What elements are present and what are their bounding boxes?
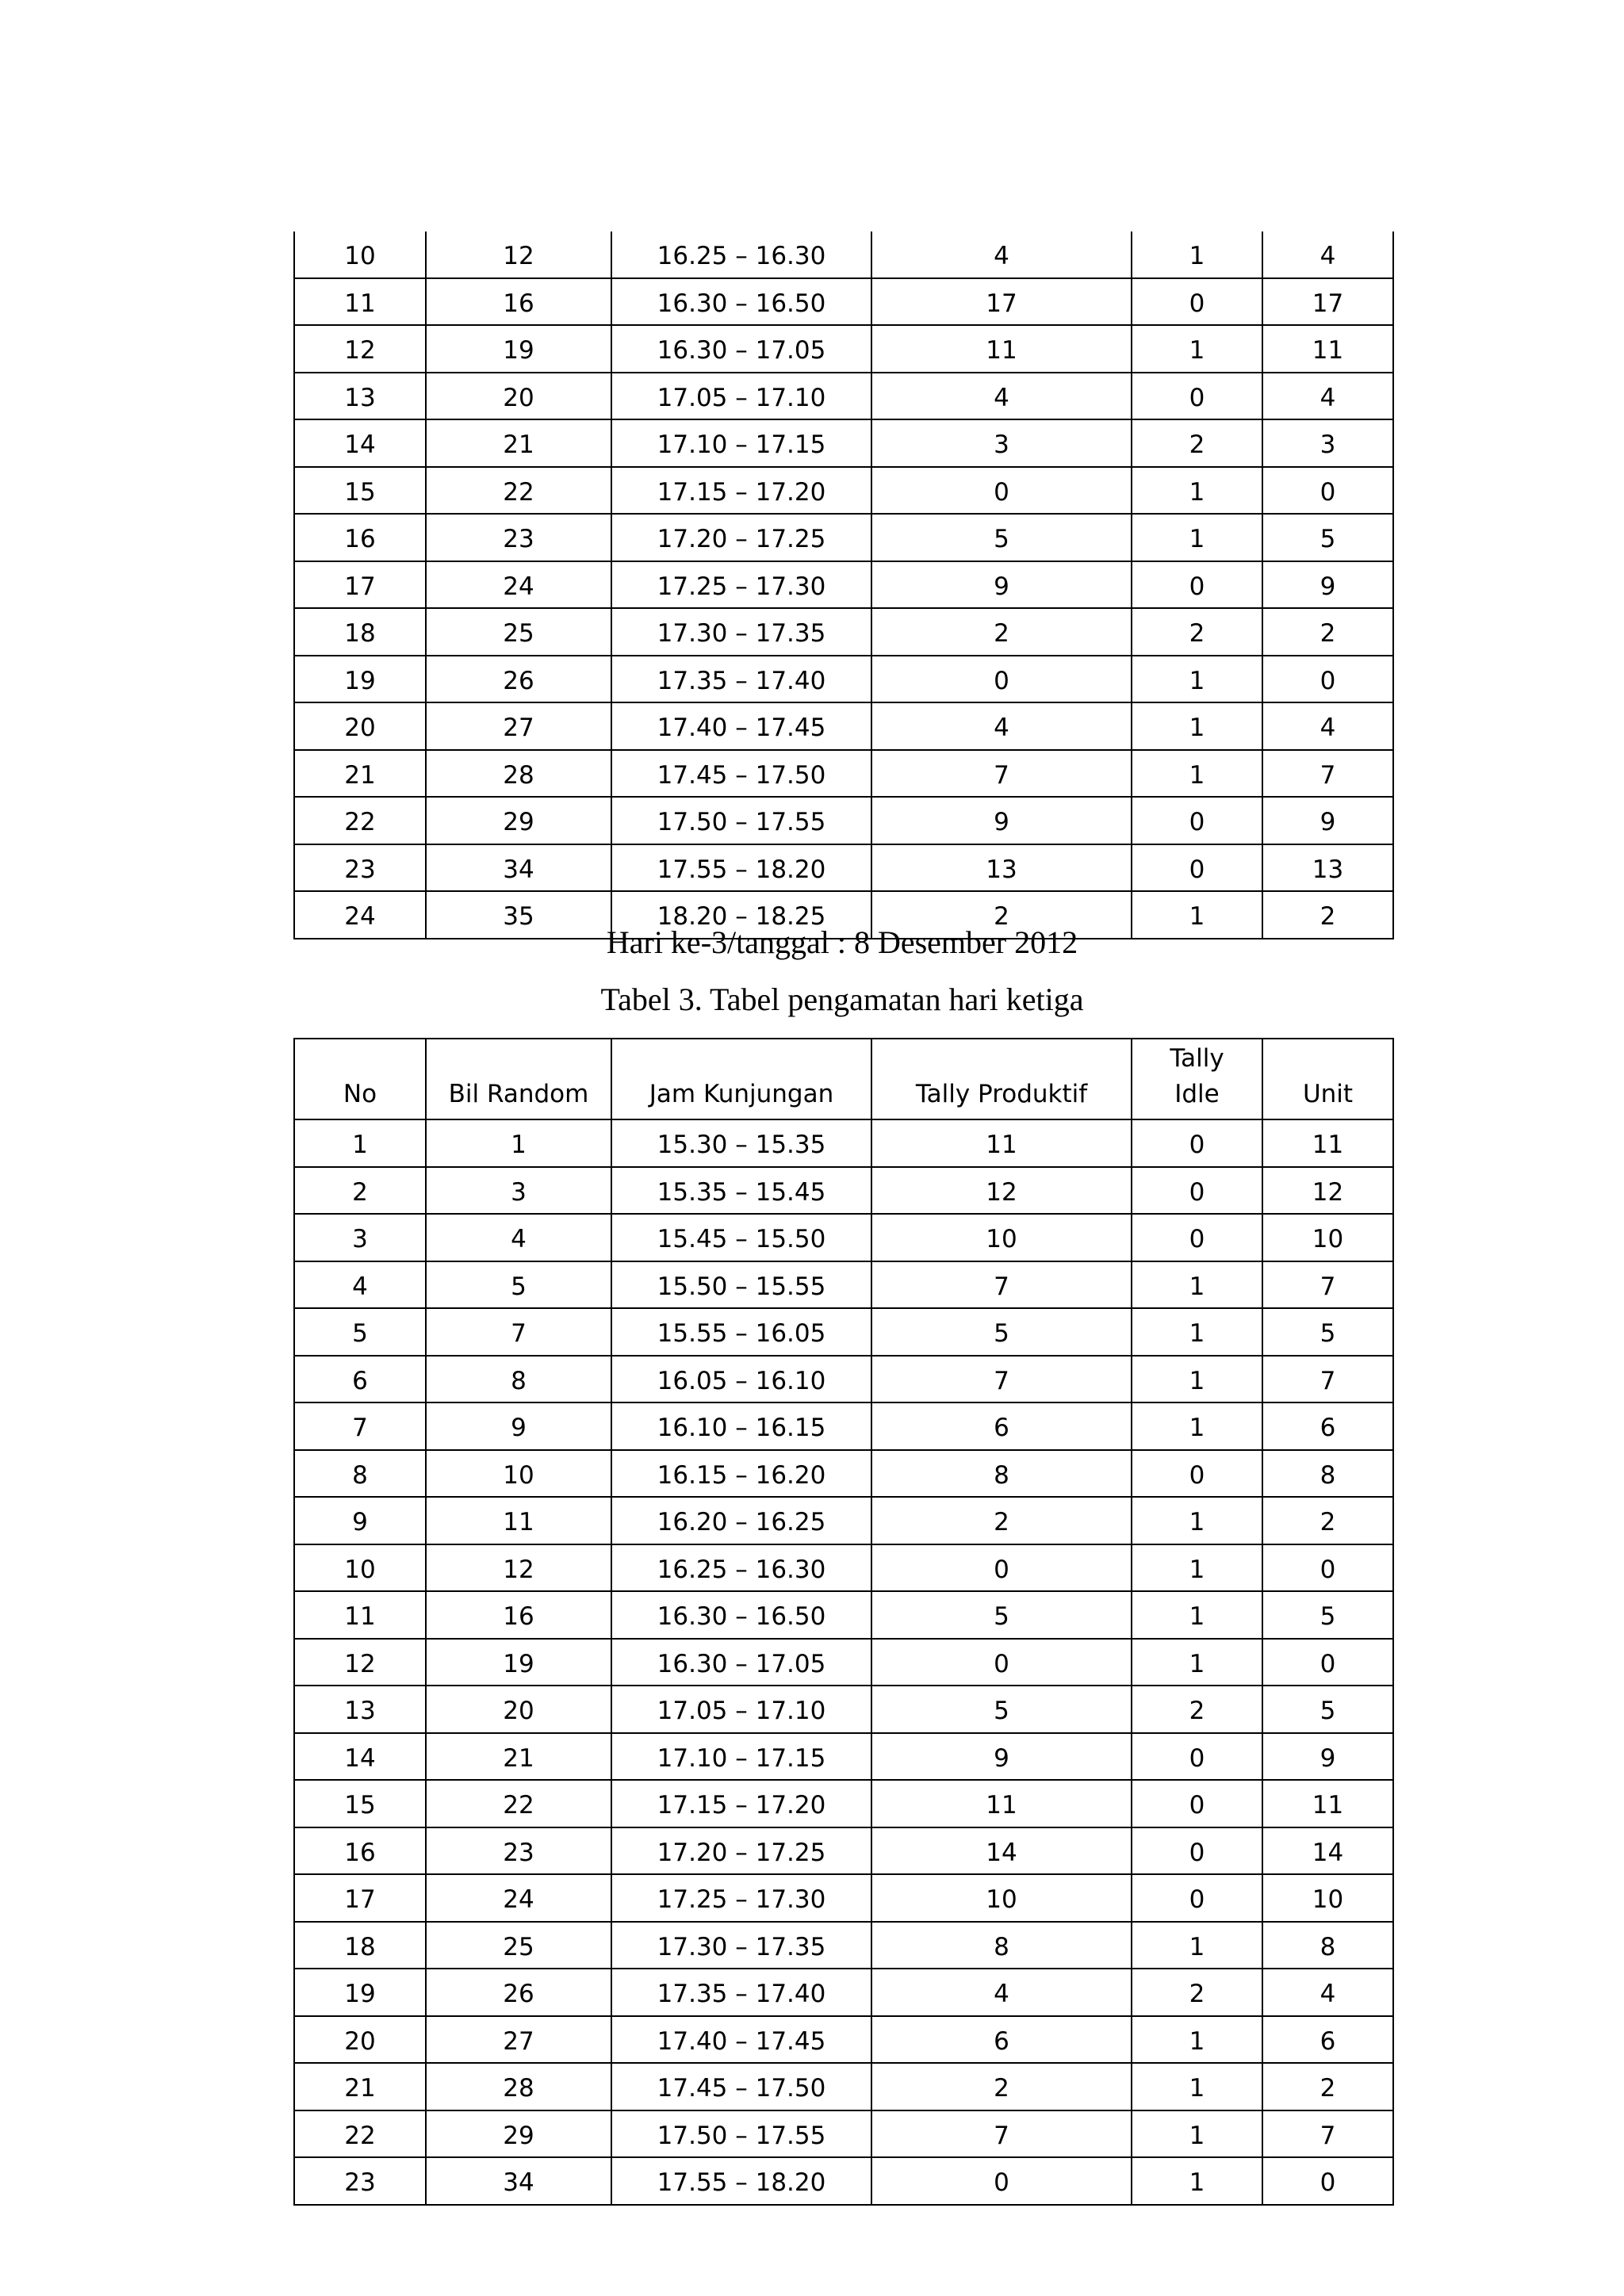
cell-jam-kunjungan: 15.45 – 15.50 <box>611 1214 871 1261</box>
cell-no: 6 <box>294 1356 426 1403</box>
cell-tally-idle: 1 <box>1132 514 1262 561</box>
cell-no: 22 <box>294 2110 426 2158</box>
cell-unit: 7 <box>1262 750 1393 798</box>
cell-tally-produktif: 5 <box>871 1308 1132 1356</box>
cell-jam-kunjungan: 17.20 – 17.25 <box>611 1827 871 1875</box>
cell-no: 21 <box>294 2063 426 2110</box>
cell-unit: 2 <box>1262 608 1393 656</box>
cell-tally-produktif: 10 <box>871 1214 1132 1261</box>
table-row <box>294 1591 1393 1639</box>
table-row <box>294 1686 1393 1733</box>
table-row <box>294 1639 1393 1686</box>
cell-tally-idle: 0 <box>1132 278 1262 326</box>
table-row <box>294 278 1393 326</box>
cell-tally-produktif: 12 <box>871 1167 1132 1215</box>
cell-no: 16 <box>294 514 426 561</box>
cell-tally-idle: 1 <box>1132 1356 1262 1403</box>
table-row <box>294 1167 1393 1215</box>
cell-tally-idle: 0 <box>1132 1733 1262 1781</box>
top-table-body <box>294 232 1393 939</box>
cell-tally-produktif: 9 <box>871 1733 1132 1781</box>
cell-no: 8 <box>294 1450 426 1498</box>
cell-tally-idle: 0 <box>1132 1450 1262 1498</box>
table-row <box>294 1827 1393 1875</box>
cell-unit: 7 <box>1262 2110 1393 2158</box>
cell-jam-kunjungan: 16.30 – 17.05 <box>611 1639 871 1686</box>
cell-no: 20 <box>294 2016 426 2064</box>
cell-tally-idle: 2 <box>1132 608 1262 656</box>
table-row <box>294 1356 1393 1403</box>
cell-bil-random: 19 <box>426 1639 611 1686</box>
cell-bil-random: 8 <box>426 1356 611 1403</box>
table-row <box>294 419 1393 467</box>
observation-table-day3 <box>293 1038 1394 2206</box>
cell-tally-idle: 0 <box>1132 373 1262 420</box>
table-row <box>294 467 1393 515</box>
cell-bil-random: 12 <box>426 232 611 278</box>
cell-jam-kunjungan: 16.05 – 16.10 <box>611 1356 871 1403</box>
cell-jam-kunjungan: 17.35 – 17.40 <box>611 1969 871 2016</box>
cell-tally-idle: 1 <box>1132 2110 1262 2158</box>
cell-no: 5 <box>294 1308 426 1356</box>
cell-tally-idle: 1 <box>1132 1497 1262 1544</box>
cell-tally-produktif: 3 <box>871 419 1132 467</box>
cell-unit: 8 <box>1262 1450 1393 1498</box>
day-heading: Hari ke-3/tanggal : 8 Desember 2012 <box>606 924 1078 960</box>
table-row <box>294 1922 1393 1969</box>
cell-bil-random: 29 <box>426 2110 611 2158</box>
cell-jam-kunjungan: 16.25 – 16.30 <box>611 232 871 278</box>
cell-no: 17 <box>294 1874 426 1922</box>
cell-tally-idle: 1 <box>1132 232 1262 278</box>
cell-tally-idle: 0 <box>1132 1214 1262 1261</box>
cell-tally-idle: 0 <box>1132 1827 1262 1875</box>
cell-tally-produktif: 11 <box>871 1780 1132 1827</box>
table-row <box>294 373 1393 420</box>
cell-unit: 0 <box>1262 1544 1393 1592</box>
cell-no: 15 <box>294 1780 426 1827</box>
table-row <box>294 1308 1393 1356</box>
cell-no: 16 <box>294 1827 426 1875</box>
table-row <box>294 1969 1393 2016</box>
table-row <box>294 1261 1393 1309</box>
cell-no: 12 <box>294 1639 426 1686</box>
cell-tally-produktif: 8 <box>871 1450 1132 1498</box>
cell-unit: 12 <box>1262 1167 1393 1215</box>
cell-unit: 2 <box>1262 1497 1393 1544</box>
cell-unit: 17 <box>1262 278 1393 326</box>
cell-tally-produktif: 10 <box>871 1874 1132 1922</box>
table-row <box>294 1780 1393 1827</box>
cell-tally-produktif: 4 <box>871 373 1132 420</box>
cell-bil-random: 16 <box>426 1591 611 1639</box>
cell-tally-produktif: 4 <box>871 232 1132 278</box>
cell-unit: 6 <box>1262 2016 1393 2064</box>
cell-tally-idle: 0 <box>1132 561 1262 609</box>
cell-tally-idle: 0 <box>1132 1780 1262 1827</box>
table-row <box>294 1214 1393 1261</box>
cell-no: 18 <box>294 608 426 656</box>
table-row <box>294 232 1393 278</box>
cell-no: 14 <box>294 1733 426 1781</box>
cell-bil-random: 21 <box>426 419 611 467</box>
cell-tally-produktif: 7 <box>871 2110 1132 2158</box>
cell-unit: 11 <box>1262 325 1393 373</box>
cell-bil-random: 25 <box>426 608 611 656</box>
cell-tally-produktif: 4 <box>871 702 1132 750</box>
cell-bil-random: 22 <box>426 467 611 515</box>
cell-tally-idle: 1 <box>1132 1308 1262 1356</box>
cell-jam-kunjungan: 16.20 – 16.25 <box>611 1497 871 1544</box>
cell-tally-produktif: 6 <box>871 2016 1132 2064</box>
cell-tally-produktif: 13 <box>871 844 1132 892</box>
cell-unit: 7 <box>1262 1356 1393 1403</box>
cell-unit: 3 <box>1262 419 1393 467</box>
cell-no: 10 <box>294 1544 426 1592</box>
cell-jam-kunjungan: 16.15 – 16.20 <box>611 1450 871 1498</box>
table-row <box>294 1874 1393 1922</box>
cell-no: 19 <box>294 1969 426 2016</box>
cell-unit: 4 <box>1262 373 1393 420</box>
cell-tally-idle: 1 <box>1132 750 1262 798</box>
table-row <box>294 2157 1393 2205</box>
table-row <box>294 702 1393 750</box>
cell-bil-random: 5 <box>426 1261 611 1309</box>
cell-bil-random: 20 <box>426 373 611 420</box>
cell-no: 13 <box>294 1686 426 1733</box>
cell-unit: 0 <box>1262 656 1393 703</box>
cell-bil-random: 10 <box>426 1450 611 1498</box>
cell-unit: 14 <box>1262 1827 1393 1875</box>
cell-jam-kunjungan: 17.30 – 17.35 <box>611 608 871 656</box>
cell-bil-random: 12 <box>426 1544 611 1592</box>
cell-no: 11 <box>294 278 426 326</box>
cell-jam-kunjungan: 17.15 – 17.20 <box>611 467 871 515</box>
cell-tally-produktif: 7 <box>871 750 1132 798</box>
cell-bil-random: 11 <box>426 1497 611 1544</box>
cell-bil-random: 22 <box>426 1780 611 1827</box>
cell-no: 22 <box>294 797 426 844</box>
cell-tally-produktif: 9 <box>871 797 1132 844</box>
cell-tally-idle: 1 <box>1132 702 1262 750</box>
cell-tally-produktif: 11 <box>871 325 1132 373</box>
cell-bil-random: 24 <box>426 561 611 609</box>
table-row <box>294 656 1393 703</box>
cell-no: 1 <box>294 1119 426 1167</box>
cell-jam-kunjungan: 17.25 – 17.30 <box>611 1874 871 1922</box>
cell-jam-kunjungan: 17.25 – 17.30 <box>611 561 871 609</box>
cell-unit: 4 <box>1262 702 1393 750</box>
cell-no: 20 <box>294 702 426 750</box>
cell-tally-produktif: 0 <box>871 1544 1132 1592</box>
cell-no: 2 <box>294 1167 426 1215</box>
cell-no: 15 <box>294 467 426 515</box>
cell-jam-kunjungan: 16.30 – 16.50 <box>611 1591 871 1639</box>
cell-bil-random: 27 <box>426 2016 611 2064</box>
table-row <box>294 2016 1393 2064</box>
cell-jam-kunjungan: 15.30 – 15.35 <box>611 1119 871 1167</box>
cell-tally-produktif: 5 <box>871 514 1132 561</box>
cell-tally-idle: 1 <box>1132 1402 1262 1450</box>
cell-jam-kunjungan: 17.05 – 17.10 <box>611 1686 871 1733</box>
header-no: No <box>294 1039 426 1119</box>
cell-tally-idle: 0 <box>1132 844 1262 892</box>
cell-jam-kunjungan: 15.55 – 16.05 <box>611 1308 871 1356</box>
cell-tally-produktif: 11 <box>871 1119 1132 1167</box>
cell-no: 14 <box>294 419 426 467</box>
table-title: Tabel 3. Tabel pengamatan hari ketiga <box>600 982 1084 1017</box>
table-row <box>294 2063 1393 2110</box>
cell-bil-random: 24 <box>426 1874 611 1922</box>
cell-tally-idle: 0 <box>1132 1167 1262 1215</box>
table-row <box>294 750 1393 798</box>
cell-bil-random: 34 <box>426 844 611 892</box>
cell-tally-produktif: 7 <box>871 1356 1132 1403</box>
cell-bil-random: 34 <box>426 2157 611 2205</box>
cell-unit: 0 <box>1262 2157 1393 2205</box>
cell-tally-idle: 1 <box>1132 2016 1262 2064</box>
cell-tally-idle: 1 <box>1132 1544 1262 1592</box>
table-row <box>294 1119 1393 1167</box>
cell-jam-kunjungan: 17.55 – 18.20 <box>611 844 871 892</box>
cell-unit: 4 <box>1262 232 1393 278</box>
cell-tally-produktif: 7 <box>871 1261 1132 1309</box>
header-jam-kunjungan: Jam Kunjungan <box>611 1039 871 1119</box>
cell-jam-kunjungan: 17.35 – 17.40 <box>611 656 871 703</box>
cell-tally-idle: 0 <box>1132 1874 1262 1922</box>
cell-jam-kunjungan: 17.15 – 17.20 <box>611 1780 871 1827</box>
cell-jam-kunjungan: 18.20 – 18.25 <box>611 891 871 939</box>
cell-jam-kunjungan: 17.40 – 17.45 <box>611 702 871 750</box>
cell-no: 18 <box>294 1922 426 1969</box>
cell-tally-produktif: 17 <box>871 278 1132 326</box>
cell-tally-idle: 1 <box>1132 1639 1262 1686</box>
header-tally-idle-line2: Idle <box>1174 1080 1220 1109</box>
cell-bil-random: 35 <box>426 891 611 939</box>
header-unit: Unit <box>1262 1039 1393 1119</box>
cell-unit: 6 <box>1262 1402 1393 1450</box>
cell-tally-idle: 2 <box>1132 1969 1262 2016</box>
cell-tally-produktif: 0 <box>871 1639 1132 1686</box>
header-bil-random: Bil Random <box>426 1039 611 1119</box>
cell-unit: 11 <box>1262 1780 1393 1827</box>
cell-bil-random: 19 <box>426 325 611 373</box>
header-tally-idle-line1: Tally <box>1170 1044 1224 1073</box>
cell-tally-produktif: 5 <box>871 1686 1132 1733</box>
cell-jam-kunjungan: 15.50 – 15.55 <box>611 1261 871 1309</box>
cell-tally-produktif: 9 <box>871 561 1132 609</box>
cell-tally-idle: 1 <box>1132 656 1262 703</box>
cell-unit: 4 <box>1262 1969 1393 2016</box>
cell-bil-random: 7 <box>426 1308 611 1356</box>
table-row <box>294 844 1393 892</box>
cell-unit: 8 <box>1262 1922 1393 1969</box>
cell-jam-kunjungan: 17.45 – 17.50 <box>611 750 871 798</box>
cell-bil-random: 25 <box>426 1922 611 1969</box>
cell-tally-produktif: 2 <box>871 1497 1132 1544</box>
cell-no: 3 <box>294 1214 426 1261</box>
cell-tally-produktif: 0 <box>871 467 1132 515</box>
table-row <box>294 2110 1393 2158</box>
cell-no: 24 <box>294 891 426 939</box>
cell-tally-idle: 1 <box>1132 891 1262 939</box>
table-row <box>294 514 1393 561</box>
cell-unit: 5 <box>1262 514 1393 561</box>
cell-no: 21 <box>294 750 426 798</box>
cell-unit: 9 <box>1262 797 1393 844</box>
cell-jam-kunjungan: 17.50 – 17.55 <box>611 2110 871 2158</box>
table-row <box>294 1450 1393 1498</box>
cell-jam-kunjungan: 17.45 – 17.50 <box>611 2063 871 2110</box>
cell-tally-idle: 1 <box>1132 1261 1262 1309</box>
cell-no: 17 <box>294 561 426 609</box>
cell-tally-produktif: 2 <box>871 2063 1132 2110</box>
cell-tally-produktif: 5 <box>871 1591 1132 1639</box>
cell-unit: 10 <box>1262 1214 1393 1261</box>
cell-bil-random: 21 <box>426 1733 611 1781</box>
cell-bil-random: 20 <box>426 1686 611 1733</box>
cell-jam-kunjungan: 16.30 – 17.05 <box>611 325 871 373</box>
cell-jam-kunjungan: 17.20 – 17.25 <box>611 514 871 561</box>
cell-jam-kunjungan: 17.10 – 17.15 <box>611 1733 871 1781</box>
cell-bil-random: 1 <box>426 1119 611 1167</box>
cell-unit: 5 <box>1262 1591 1393 1639</box>
cell-unit: 13 <box>1262 844 1393 892</box>
cell-bil-random: 23 <box>426 1827 611 1875</box>
cell-no: 23 <box>294 2157 426 2205</box>
cell-no: 4 <box>294 1261 426 1309</box>
cell-unit: 11 <box>1262 1119 1393 1167</box>
header-tally-produktif: Tally Produktif <box>871 1039 1132 1119</box>
cell-tally-produktif: 0 <box>871 2157 1132 2205</box>
cell-bil-random: 16 <box>426 278 611 326</box>
cell-tally-produktif: 0 <box>871 656 1132 703</box>
cell-no: 13 <box>294 373 426 420</box>
table-header <box>294 1039 1393 1119</box>
cell-jam-kunjungan: 17.10 – 17.15 <box>611 419 871 467</box>
cell-jam-kunjungan: 17.50 – 17.55 <box>611 797 871 844</box>
cell-tally-idle: 1 <box>1132 1922 1262 1969</box>
cell-tally-produktif: 6 <box>871 1402 1132 1450</box>
cell-tally-produktif: 4 <box>871 1969 1132 2016</box>
table-row <box>294 325 1393 373</box>
cell-tally-produktif: 14 <box>871 1827 1132 1875</box>
cell-bil-random: 9 <box>426 1402 611 1450</box>
cell-unit: 2 <box>1262 891 1393 939</box>
cell-jam-kunjungan: 17.55 – 18.20 <box>611 2157 871 2205</box>
cell-jam-kunjungan: 16.30 – 16.50 <box>611 278 871 326</box>
bottom-table-body <box>294 1119 1393 2205</box>
cell-tally-idle: 1 <box>1132 2157 1262 2205</box>
cell-unit: 0 <box>1262 1639 1393 1686</box>
cell-no: 19 <box>294 656 426 703</box>
table-row <box>294 1402 1393 1450</box>
cell-tally-idle: 2 <box>1132 419 1262 467</box>
cell-tally-idle: 1 <box>1132 325 1262 373</box>
table-row <box>294 608 1393 656</box>
cell-tally-idle: 0 <box>1132 797 1262 844</box>
cell-unit: 7 <box>1262 1261 1393 1309</box>
cell-tally-produktif: 2 <box>871 608 1132 656</box>
cell-bil-random: 23 <box>426 514 611 561</box>
cell-tally-produktif: 2 <box>871 891 1132 939</box>
cell-unit: 9 <box>1262 561 1393 609</box>
cell-unit: 5 <box>1262 1308 1393 1356</box>
cell-no: 23 <box>294 844 426 892</box>
cell-jam-kunjungan: 17.05 – 17.10 <box>611 373 871 420</box>
cell-bil-random: 28 <box>426 2063 611 2110</box>
cell-jam-kunjungan: 17.30 – 17.35 <box>611 1922 871 1969</box>
cell-unit: 10 <box>1262 1874 1393 1922</box>
cell-bil-random: 27 <box>426 702 611 750</box>
cell-no: 11 <box>294 1591 426 1639</box>
cell-no: 10 <box>294 232 426 278</box>
header-row <box>294 1039 1393 1119</box>
cell-bil-random: 3 <box>426 1167 611 1215</box>
table-row <box>294 561 1393 609</box>
cell-tally-idle: 1 <box>1132 467 1262 515</box>
cell-bil-random: 4 <box>426 1214 611 1261</box>
cell-jam-kunjungan: 17.40 – 17.45 <box>611 2016 871 2064</box>
cell-no: 9 <box>294 1497 426 1544</box>
table-row <box>294 1733 1393 1781</box>
cell-unit: 2 <box>1262 2063 1393 2110</box>
cell-tally-produktif: 8 <box>871 1922 1132 1969</box>
cell-tally-idle: 1 <box>1132 1591 1262 1639</box>
cell-no: 12 <box>294 325 426 373</box>
cell-bil-random: 28 <box>426 750 611 798</box>
table-row <box>294 1497 1393 1544</box>
cell-unit: 9 <box>1262 1733 1393 1781</box>
observation-table-day2-continued <box>293 232 1394 939</box>
cell-unit: 5 <box>1262 1686 1393 1733</box>
cell-unit: 0 <box>1262 467 1393 515</box>
cell-tally-idle: 0 <box>1132 1119 1262 1167</box>
cell-jam-kunjungan: 16.25 – 16.30 <box>611 1544 871 1592</box>
cell-bil-random: 26 <box>426 1969 611 2016</box>
cell-no: 7 <box>294 1402 426 1450</box>
cell-tally-idle: 1 <box>1132 2063 1262 2110</box>
cell-jam-kunjungan: 16.10 – 16.15 <box>611 1402 871 1450</box>
cell-bil-random: 29 <box>426 797 611 844</box>
header-tally-idle <box>1132 1039 1262 1119</box>
cell-bil-random: 26 <box>426 656 611 703</box>
cell-tally-idle: 2 <box>1132 1686 1262 1733</box>
cell-jam-kunjungan: 15.35 – 15.45 <box>611 1167 871 1215</box>
table-row <box>294 1544 1393 1592</box>
table-row <box>294 797 1393 844</box>
